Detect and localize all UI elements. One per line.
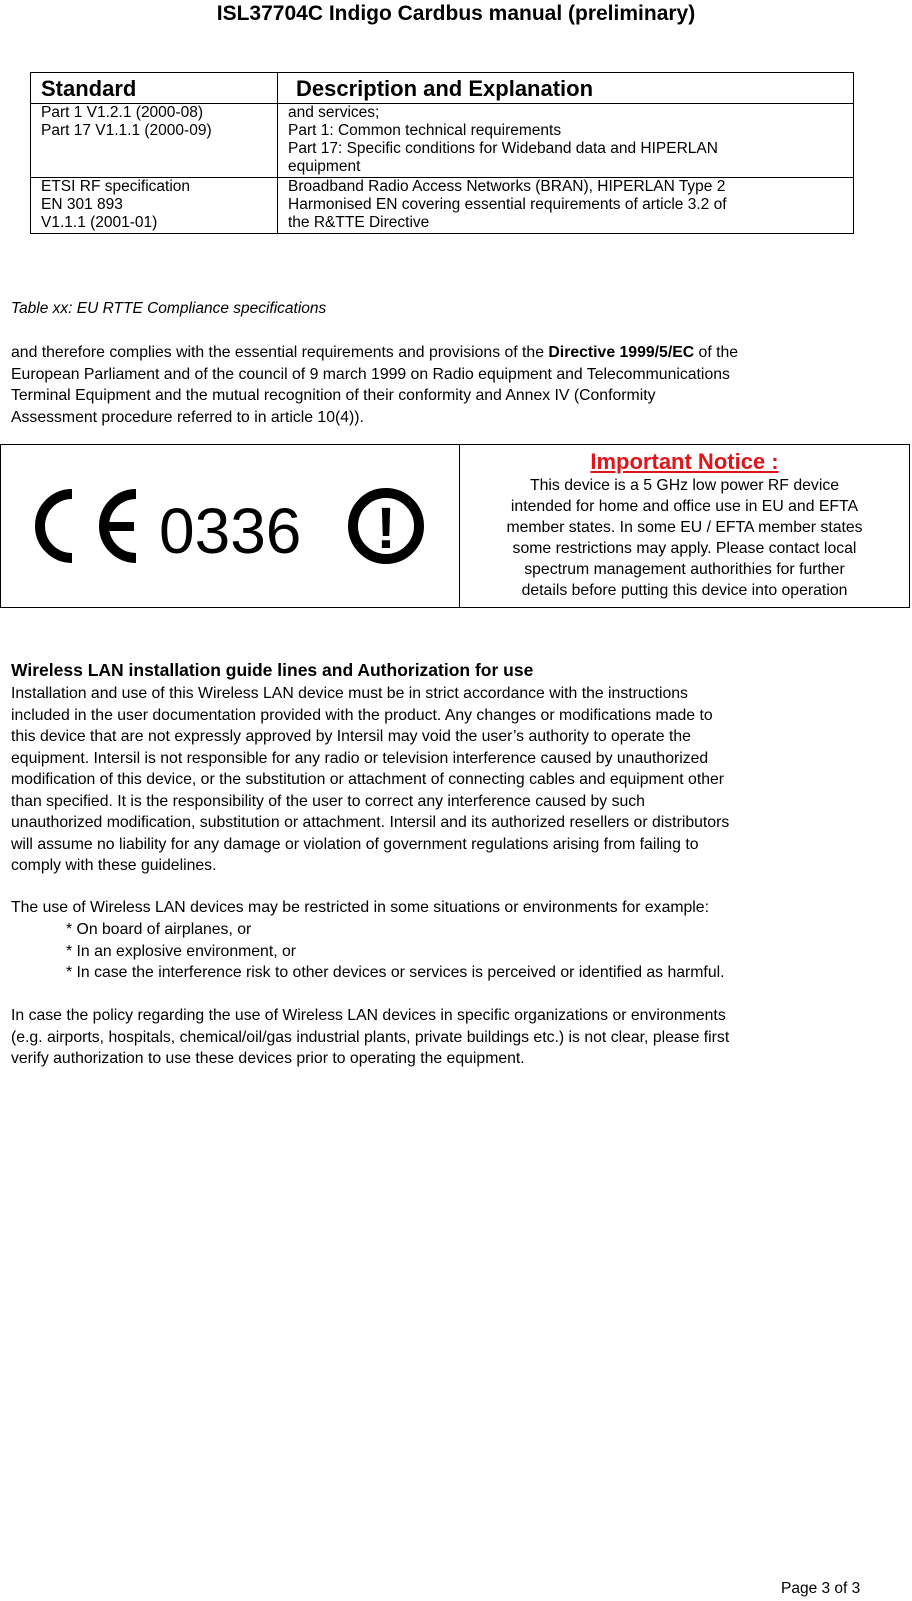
notice-line: member states. In some EU / EFTA member states <box>506 519 863 536</box>
paragraph-line: will assume no liability for any damage or violation of government regulations arising from failing to <box>11 835 699 853</box>
notified-body-number: 0336 <box>159 495 302 567</box>
paragraph-line: Terminal Equipment and the mutual recognition of their conformity and Annex IV (Conformity <box>11 387 656 404</box>
paragraph-line: Installation and use of this Wireless LAN device must be in strict accordance with the instructions <box>11 685 688 702</box>
cell-line: EN 301 893 <box>41 196 123 213</box>
paragraph-line: modification of this device, or the substitution or attachment of connecting cables and equipment other <box>11 771 725 788</box>
table-cell-description <box>278 104 854 178</box>
paragraph-line: verify authorization to use these devices prior to operating the equipment. <box>11 1050 525 1067</box>
cell-line: Harmonised EN covering essential requirements of article 3.2 of <box>288 196 727 213</box>
table-caption: Table xx: EU RTTE Compliance specifications <box>11 300 327 317</box>
paragraph-line: unauthorized modification, substitution or attachment. Intersil and its authorized resellers or distributors <box>11 814 730 831</box>
cell-line: equipment <box>288 158 361 175</box>
compliance-text-after: of the <box>694 344 739 361</box>
page-title: ISL37704C Indigo Cardbus manual (preliminary) <box>216 2 696 25</box>
list-item: * In an explosive environment, or <box>66 942 297 960</box>
table-cell-standard <box>31 104 278 178</box>
notice-line: spectrum management authorithies for further <box>524 561 845 578</box>
cell-line: V1.1.1 (2001-01) <box>41 214 158 231</box>
cell-line: ETSI RF specification <box>41 178 191 195</box>
cell-line: Part 1 V1.2.1 (2000-08) <box>41 104 203 121</box>
paragraph-line: In case the policy regarding the use of Wireless LAN devices in specific organizations or environments <box>11 1007 726 1024</box>
list-item: * In case the interference risk to other devices or services is perceived or identified as harmful. <box>66 964 725 981</box>
notice-title: Important Notice : <box>590 449 779 474</box>
ce-marking <box>30 484 430 568</box>
paragraph-line: included in the user documentation provided with the product. Any changes or modifications made to <box>11 706 713 724</box>
policy-paragraph <box>11 1005 891 1070</box>
alert-icon: ! <box>376 496 396 561</box>
compliance-table <box>30 72 854 234</box>
column-header-standard: Standard <box>31 73 278 104</box>
table-row <box>31 104 854 178</box>
paragraph-line: Assessment procedure referred to in article 10(4)). <box>11 408 364 426</box>
list-item: * On board of airplanes, or <box>66 921 252 938</box>
notice-box <box>0 444 910 608</box>
table-header-row <box>31 73 854 104</box>
cell-line: Part 1: Common technical requirements <box>288 122 562 139</box>
paragraph-line: than specified. It is the responsibility of the user to correct any interference caused by such <box>11 792 645 810</box>
compliance-paragraph <box>11 342 891 428</box>
cell-line: Part 17: Specific conditions for Wideband data and HIPERLAN <box>288 140 718 157</box>
table-cell-description <box>278 178 854 234</box>
directive-reference: Directive 1999/5/EC <box>548 344 695 361</box>
column-header-description: Description and Explanation <box>278 73 854 104</box>
table-row <box>31 178 854 234</box>
compliance-text-before: and therefore complies with the essential requirements and provisions of the <box>11 344 549 361</box>
guidelines-paragraph <box>11 683 891 877</box>
cell-line: and services; <box>288 104 380 121</box>
ce-mark-c <box>40 494 72 558</box>
notice-line: intended for home and office use in EU and EFTA <box>510 498 859 515</box>
cell-line: Part 17 V1.1.1 (2000-09) <box>41 122 212 139</box>
cell-line: the R&TTE Directive <box>288 214 430 231</box>
paragraph-line: (e.g. airports, hospitals, chemical/oil/gas industrial plants, private buildings etc.) is not clear, please first <box>11 1028 730 1046</box>
section-title: Wireless LAN installation guide lines and Authorization for use <box>11 660 534 680</box>
ce-mark-e-bar <box>104 522 134 531</box>
cell-line: Broadband Radio Access Networks (BRAN), HIPERLAN Type 2 <box>288 178 726 195</box>
page-number: Page 3 of 3 <box>781 1580 861 1597</box>
ce-marking-cell <box>1 445 460 607</box>
paragraph-line: equipment. Intersil is not responsible for any radio or television interference caused by unauthorized <box>11 749 709 767</box>
paragraph-line: European Parliament and of the council of 9 march 1999 on Radio equipment and Telecommunications <box>11 365 730 383</box>
table-cell-standard <box>31 178 278 234</box>
restriction-intro: The use of Wireless LAN devices may be restricted in some situations or environments for example: <box>11 899 709 916</box>
notice-line: some restrictions may apply. Please contact local <box>512 540 857 557</box>
notice-line: This device is a 5 GHz low power RF device <box>529 477 840 494</box>
restriction-list <box>66 919 725 984</box>
compliance-first-line <box>11 342 891 364</box>
paragraph-line: comply with these guidelines. <box>11 857 217 874</box>
notice-line: details before putting this device into operation <box>521 582 848 599</box>
paragraph-line: this device that are not expressly approved by Intersil may void the user’s authority to operate the <box>11 728 691 745</box>
notice-cell <box>460 445 909 607</box>
